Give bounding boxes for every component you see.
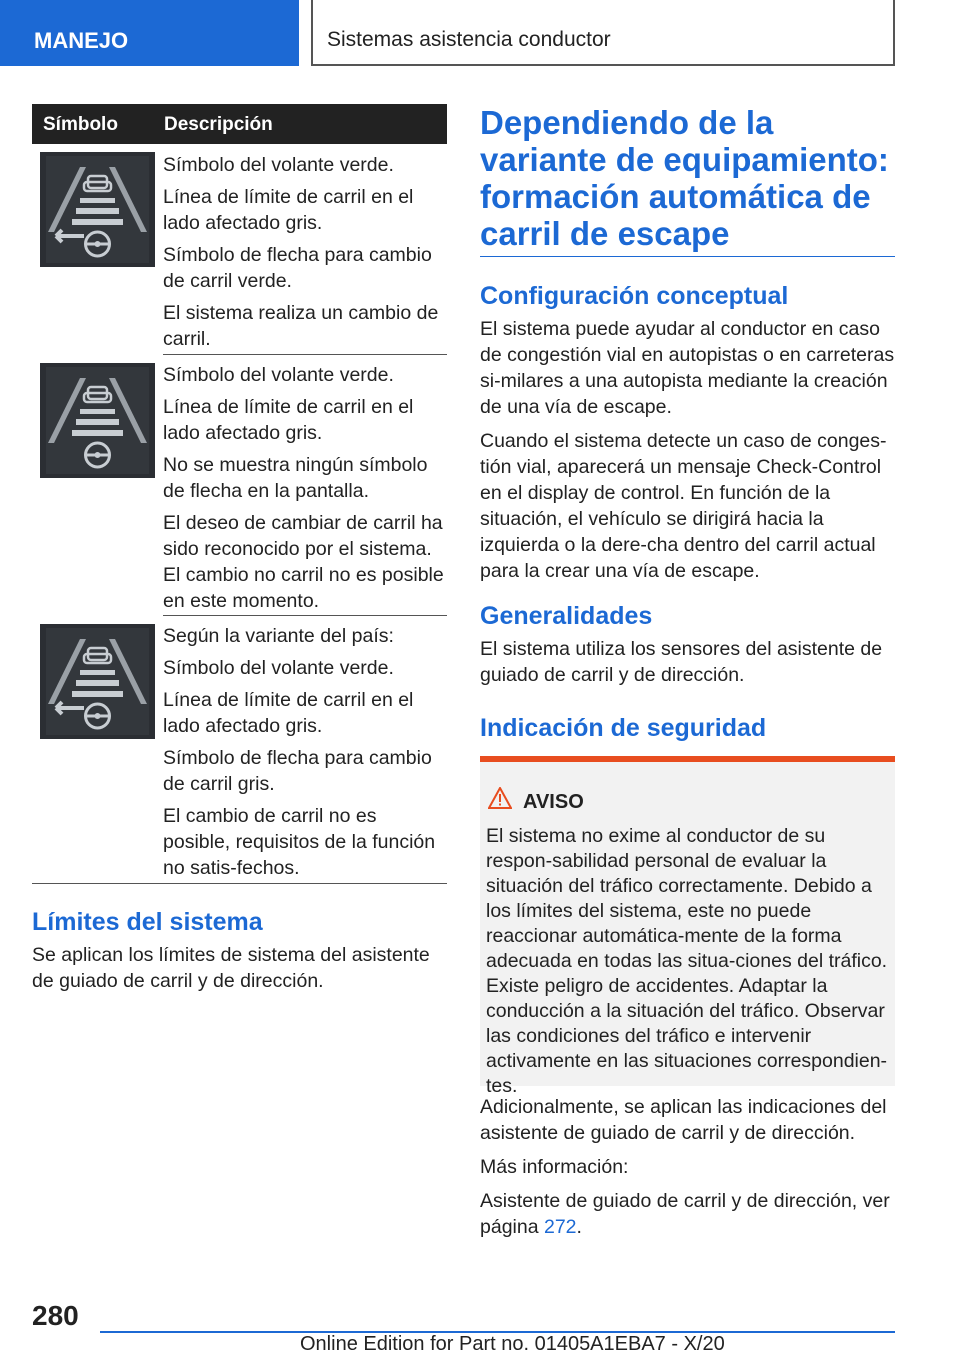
description-line: Símbolo de flecha para cambio de carril verde. — [163, 244, 432, 292]
table-row — [32, 144, 447, 354]
warning-triangle-icon — [488, 787, 512, 809]
description-line: Línea de límite de carril en el lado afectado gris. — [163, 186, 414, 234]
description-line: Símbolo del volante verde. — [163, 154, 394, 176]
table-header — [32, 104, 447, 144]
warning-box — [480, 756, 895, 1097]
additional-info — [480, 1094, 895, 1240]
page-link[interactable]: 272 — [543, 1216, 577, 1238]
table-row — [32, 354, 447, 615]
row-description — [163, 354, 447, 614]
section-tab — [0, 0, 299, 66]
lane-change-no-arrow-icon — [40, 363, 155, 478]
warning-text: El sistema no exime al conductor de su respon-sabilidad personal de evaluar la situación del tráfico correctamente. Debido a los límites del sistema, este no puede reaccionar automática-mente de la forma adecuada en todas las situa-ciones del tráfico. Existe peligro de accidentes. Adaptar la conducción a la situación del tráfico. Observar las condiciones del tráfico e intervenir activamente en las situaciones correspondien-tes. — [486, 825, 888, 1097]
description-line: Símbolo de flecha para cambio de carril gris. — [163, 747, 432, 795]
cross-reference-suffix: . — [576, 1216, 582, 1238]
description-line: El sistema realiza un cambio de carril. — [163, 302, 439, 350]
row-description — [163, 615, 447, 881]
concept-paragraph-1: El sistema puede ayudar al conductor en caso de congestión vial en autopistas o en carreteras si-milares a una autopista mediante la creación de una vía de escape. — [480, 318, 895, 418]
limits-heading: Límites del sistema — [32, 908, 263, 936]
cross-reference — [480, 1188, 895, 1240]
more-info-label: Más información: — [480, 1156, 629, 1178]
symbol-table — [32, 104, 447, 883]
description-line: No se muestra ningún símbolo de flecha en la pantalla. — [163, 454, 428, 502]
general-heading: Generalidades — [480, 602, 653, 630]
safety-heading-block — [480, 712, 895, 744]
limits-text: Se aplican los límites de sistema del asistente de guiado de carril y de dirección. — [32, 944, 430, 992]
description-line: Según la variante del país: — [163, 625, 394, 647]
column-header-symbol: Símbolo — [43, 114, 118, 135]
table-bottom-divider — [32, 883, 447, 884]
table-row — [32, 615, 447, 883]
cross-reference-text: Asistente de guiado de carril y de dirección, ver página — [480, 1190, 890, 1238]
description-line: Línea de límite de carril en el lado afectado gris. — [163, 396, 414, 444]
safety-heading: Indicación de seguridad — [480, 714, 767, 742]
title-underline — [480, 256, 895, 257]
description-line: Símbolo del volante verde. — [163, 657, 394, 679]
chapter-header — [311, 0, 895, 66]
description-line: El deseo de cambiar de carril ha sido reconocido por el sistema. El cambio no carril no es posible en este momento. — [163, 512, 444, 612]
lane-change-left-arrow-icon — [40, 152, 155, 267]
general-paragraph: El sistema utiliza los sensores del asistente de guiado de carril y de dirección. — [480, 638, 883, 686]
section-title: MANEJO — [34, 28, 129, 53]
right-column-title — [480, 104, 895, 252]
section-title-escape-lane: Dependiendo de la variante de equipamiento: formación automática de carril de escape — [480, 104, 889, 252]
general-section — [480, 600, 895, 688]
chapter-title: Sistemas asistencia conductor — [327, 28, 611, 51]
edition-note: Online Edition for Part no. 01405A1EBA7 - X/20 — [300, 1333, 725, 1355]
warning-title: AVISO — [523, 791, 584, 813]
row-description — [163, 144, 447, 352]
concept-heading: Configuración conceptual — [480, 282, 789, 310]
description-line: Símbolo del volante verde. — [163, 364, 394, 386]
description-line: El cambio de carril no es posible, requisitos de la función no satis-fechos. — [163, 805, 436, 879]
concept-section — [480, 280, 895, 584]
concept-paragraph-2: Cuando el sistema detecte un caso de conges-tión vial, aparecerá un mensaje Check-Control en el display de control. En función de la situación, el vehículo se dirigirá hacia la izquierda o la dere-cha dentro del carril actual para la crear una vía de escape. — [480, 430, 887, 582]
limits-section — [32, 906, 447, 994]
additional-paragraph: Adicionalmente, se aplican las indicaciones del asistente de guiado de carril y de dirección. — [480, 1096, 887, 1144]
column-header-description: Descripción — [164, 114, 273, 135]
page-number: 280 — [32, 1300, 79, 1331]
description-line: Línea de límite de carril en el lado afectado gris. — [163, 689, 414, 737]
lane-change-left-arrow-icon — [40, 624, 155, 739]
